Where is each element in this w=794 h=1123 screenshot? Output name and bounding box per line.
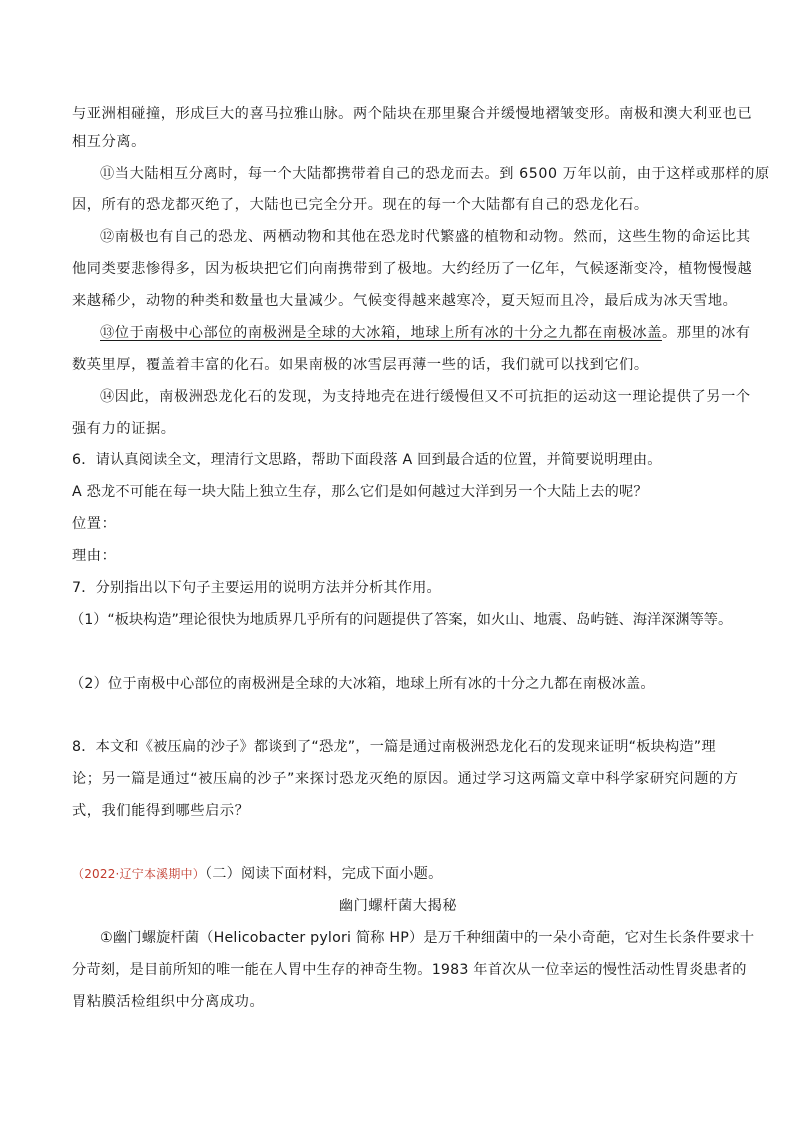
article-paragraph-1-line-2: 分苛刻，是目前所知的唯一能在人胃中生存的神奇生物。1983 年首次从一位幸运的慢性活动性胃炎患者的 [72, 962, 747, 978]
paragraph-11-line-2: 因，所有的恐龙都灭绝了，大陆也已完全分开。现在的每一个大陆都有自己的恐龙化石。 [72, 197, 649, 213]
question-7-item-1: （1）“板块构造”理论很快为地质界几乎所有的问题提供了答案，如火山、地震、岛屿链、海洋深渊等等。 [70, 612, 733, 628]
article-title: 幽门螺杆菌大揭秘 [338, 898, 458, 914]
paragraph-14-line-2: 强有力的证据。 [72, 421, 176, 437]
question-7-item-2: （2）位于南极中心部位的南极洲是全球的大冰箱，地球上所有冰的十分之九都在南极冰盖。 [70, 676, 655, 692]
question-8-line-1: 8．本文和《被压扁的沙子》都谈到了“恐龙”，一篇是通过南极洲恐龙化石的发现来证明“板块构造”理 [72, 739, 716, 755]
question-8-line-3: 式，我们能得到哪些启示？ [72, 803, 250, 819]
source-tag: （2022·辽宁本溪期中） [72, 867, 205, 881]
section-2-instruction: （二）阅读下面材料，完成下面小题。 [204, 866, 443, 882]
paragraph-10-line-2: 相互分离。 [72, 134, 146, 150]
paragraph-13-line-2: 数英里厚，覆盖着丰富的化石。如果南极的冰雪层再薄一些的话，我们就可以找到它们。 [72, 357, 649, 373]
section-2-heading [72, 864, 442, 884]
paragraph-12-line-1: ⑫南极也有自己的恐龙、两栖动物和其他在恐龙时代繁盛的植物和动物。然而，这些生物的命运比其 [100, 229, 751, 245]
question-8-line-2: 论；另一篇是通过“被压扁的沙子”来探讨恐龙灭绝的原因。通过学习这两篇文章中科学家研究问题的方 [72, 771, 739, 787]
question-6-position-label: 位置： [72, 516, 117, 532]
paragraph-12-line-3: 来越稀少，动物的种类和数量也大量减少。气候变得越来越寒冷，夏天短而且冷，最后成为冰天雪地。 [72, 293, 738, 309]
underlined-sentence: ⑬位于南极中心部位的南极洲是全球的大冰箱，地球上所有冰的十分之九都在南极冰盖 [100, 325, 662, 341]
paragraph-13-rest: 。那里的冰有 [661, 325, 751, 341]
question-6: 6．请认真阅读全文，理清行文思路，帮助下面段落 A 回到最合适的位置，并简要说明理由。 [72, 452, 662, 468]
paragraph-11-line-1: ⑪当大陆相互分离时，每一个大陆都携带着自己的恐龙而去。到 6500 万年以前，由于这样或那样的原 [100, 166, 770, 182]
question-7: 7．分别指出以下句子主要运用的说明方法并分析其作用。 [72, 580, 441, 596]
paragraph-14-line-1: ⑭因此，南极洲恐龙化石的发现，为支持地壳在进行缓慢但又不可抗拒的运动这一理论提供了另一个 [100, 389, 751, 405]
question-6-reason-label: 理由： [72, 548, 117, 564]
paragraph-12-line-2: 他同类要悲惨得多，因为板块把它们向南携带到了极地。大约经历了一亿年，气候逐渐变冷，植物慢慢越 [72, 261, 753, 277]
article-paragraph-1-line-3: 胃粘膜活检组织中分离成功。 [72, 994, 265, 1010]
question-6-paragraph-a: A 恐龙不可能在每一块大陆上独立生存，那么它们是如何越过大洋到另一个大陆上去的呢？ [72, 484, 648, 500]
paragraph-10-line-1: 与亚洲相碰撞，形成巨大的喜马拉雅山脉。两个陆块在那里聚合并缓慢地褶皱变形。南极和澳大利亚也已 [72, 106, 753, 122]
paragraph-13-line-1 [100, 323, 751, 343]
article-paragraph-1-line-1: ①幽门螺旋杆菌（Helicobacter pylori 简称 HP）是万千种细菌中的一朵小奇葩，它对生长条件要求十 [100, 930, 755, 946]
